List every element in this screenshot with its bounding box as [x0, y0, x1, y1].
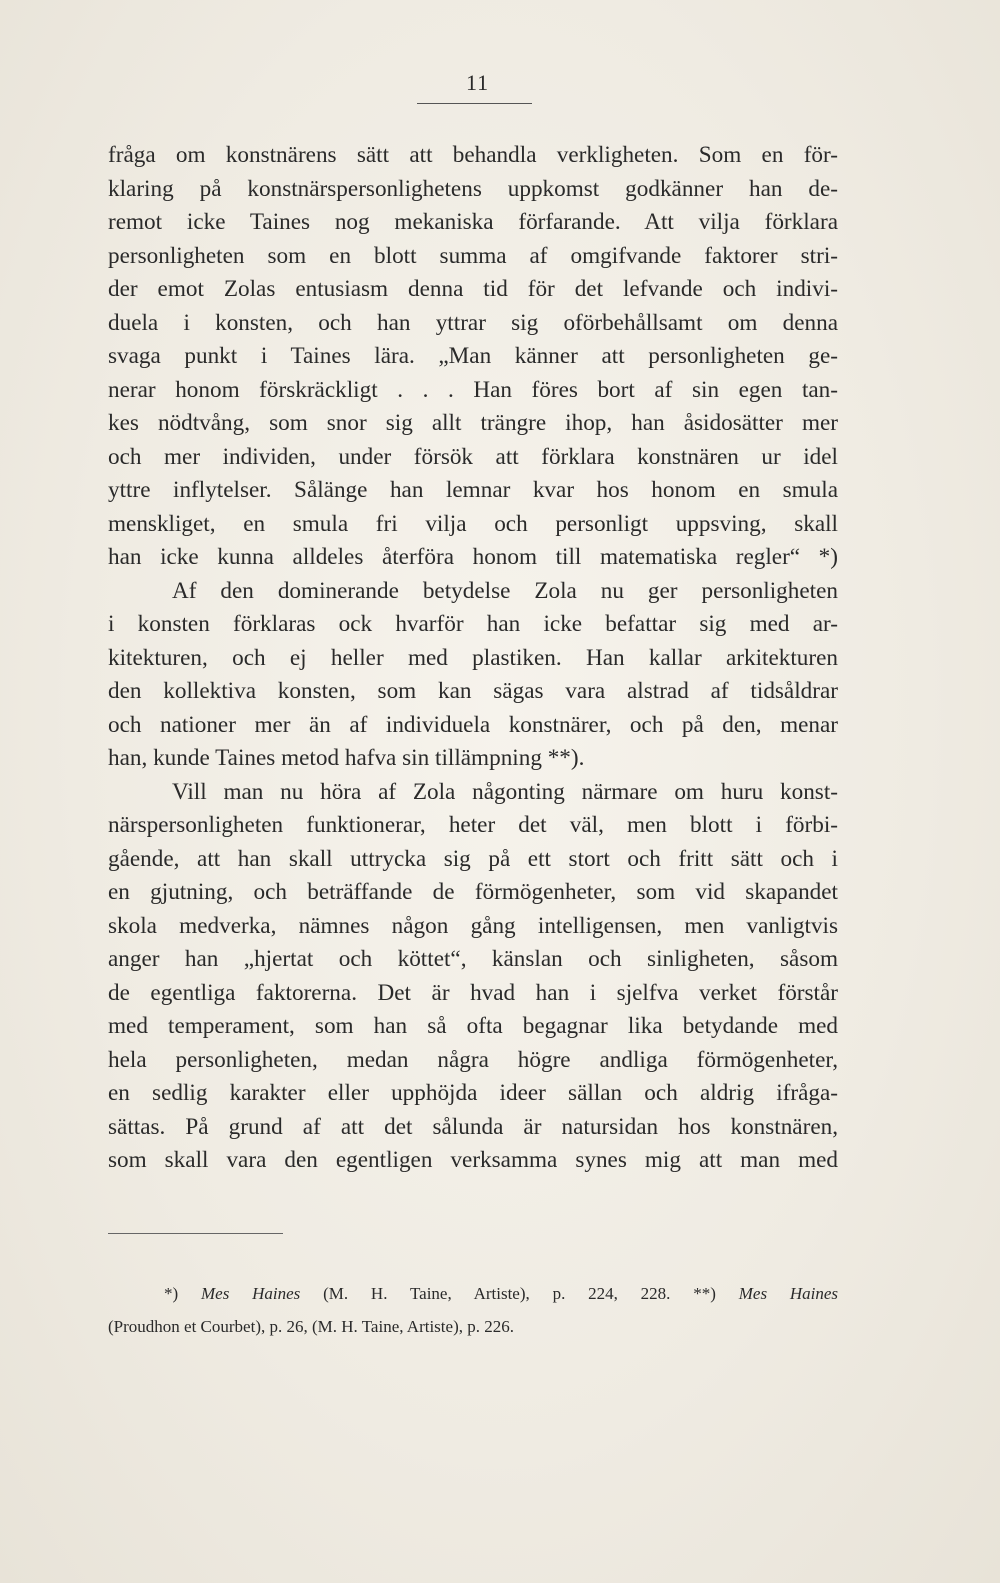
text-line: Af den dominerande betydelse Zola nu ger personligheten	[172, 577, 838, 604]
text-line: och nationer mer än af individuela konstnärer, och på den, menar	[108, 711, 838, 738]
text-line: med temperament, som han så ofta begagnar lika betydande med	[108, 1013, 838, 1039]
text-line: svaga punkt i Taines lära. „Man känner att personligheten ge-	[108, 343, 838, 369]
text-line: fråga om konstnärens sätt att behandla verkligheten. Som en för-	[108, 142, 838, 168]
footnote-line	[108, 1277, 838, 1310]
footnote-marker: **)	[693, 1284, 716, 1303]
text-line: en sedlig karakter eller upphöjda ideer sällan och aldrig ifråga-	[108, 1080, 838, 1106]
text-line: der emot Zolas entusiasm denna tid för det lefvande och indivi-	[108, 276, 838, 302]
footnote-title: Mes Haines	[200, 1284, 301, 1303]
body-text	[108, 139, 838, 1178]
text-line: menskliget, en smula fri vilja och personligt uppsving, skall	[108, 510, 838, 537]
text-line: yttre inflytelser. Sålänge han lemnar kvar hos honom en smula	[108, 477, 838, 503]
page-number: 11	[466, 70, 490, 95]
text-line: remot icke Taines nog mekaniska förfarande. Att vilja förklara	[108, 209, 838, 235]
header-rule	[417, 103, 532, 104]
text-line: kitekturen, och ej heller med plastiken. Han kallar arkitekturen	[108, 644, 838, 671]
footnote-line	[108, 1310, 838, 1343]
text-line: gående, att han skall uttrycka sig på ett stort och fritt sätt och i	[108, 845, 838, 872]
text-line: anger han „hjertat och köttet“, känslan och sinligheten, såsom	[108, 946, 838, 972]
text-line: nerar honom förskräckligt . . . Han föres bort af sin egen tan-	[108, 376, 838, 403]
text-line: en gjutning, och beträffande de förmögenheter, som vid skapandet	[108, 879, 838, 905]
footnote-marker: *)	[164, 1284, 179, 1303]
text-line: skola medverka, nämnes någon gång intelligensen, men vanligtvis	[108, 912, 838, 939]
text-line: som skall vara den egentligen verksamma synes mig att man med	[108, 1147, 838, 1173]
footnote-reference: (Proudhon et Courbet), p. 26, (M. H. Taine, Artiste), p. 226.	[108, 1317, 514, 1336]
footnote-reference: (M. H. Taine, Artiste), p. 224, 228.	[323, 1284, 671, 1303]
text-line: de egentliga faktorerna. Det är hvad han i sjelfva verket förstår	[108, 979, 838, 1006]
text-line: personligheten som en blott summa af omgifvande faktorer stri-	[108, 242, 838, 269]
text-line: Vill man nu höra af Zola någonting närmare om huru konst-	[172, 778, 838, 805]
text-line: han, kunde Taines metod hafva sin tillämpning **).	[108, 745, 585, 771]
text-line: duela i konsten, och han yttrar sig oförbehållsamt om denna	[108, 309, 838, 336]
text-line: närspersonligheten funktionerar, heter det väl, men blott i förbi-	[108, 812, 838, 838]
footnotes	[108, 1277, 838, 1343]
text-line: han icke kunna alldeles återföra honom till matematiska regler“ *)	[108, 544, 838, 570]
text-line: i konsten förklaras ock hvarför han icke befattar sig med ar-	[108, 611, 838, 637]
footnote-title: Mes Haines	[738, 1284, 839, 1303]
text-line: klaring på konstnärspersonlighetens uppkomst godkänner han de-	[108, 175, 838, 202]
text-line: den kollektiva konsten, som kan sägas vara alstrad af tidsåldrar	[108, 678, 838, 704]
text-line: hela personligheten, medan några högre andliga förmögenheter,	[108, 1046, 838, 1073]
text-line: kes nödtvång, som snor sig allt trängre ihop, han åsidosätter mer	[108, 410, 838, 436]
text-line: och mer individen, under försök att förklara konstnären ur idel	[108, 443, 838, 470]
text-line: sättas. På grund af att det sålunda är natursidan hos konstnären,	[108, 1113, 838, 1140]
footnote-rule	[108, 1233, 283, 1234]
